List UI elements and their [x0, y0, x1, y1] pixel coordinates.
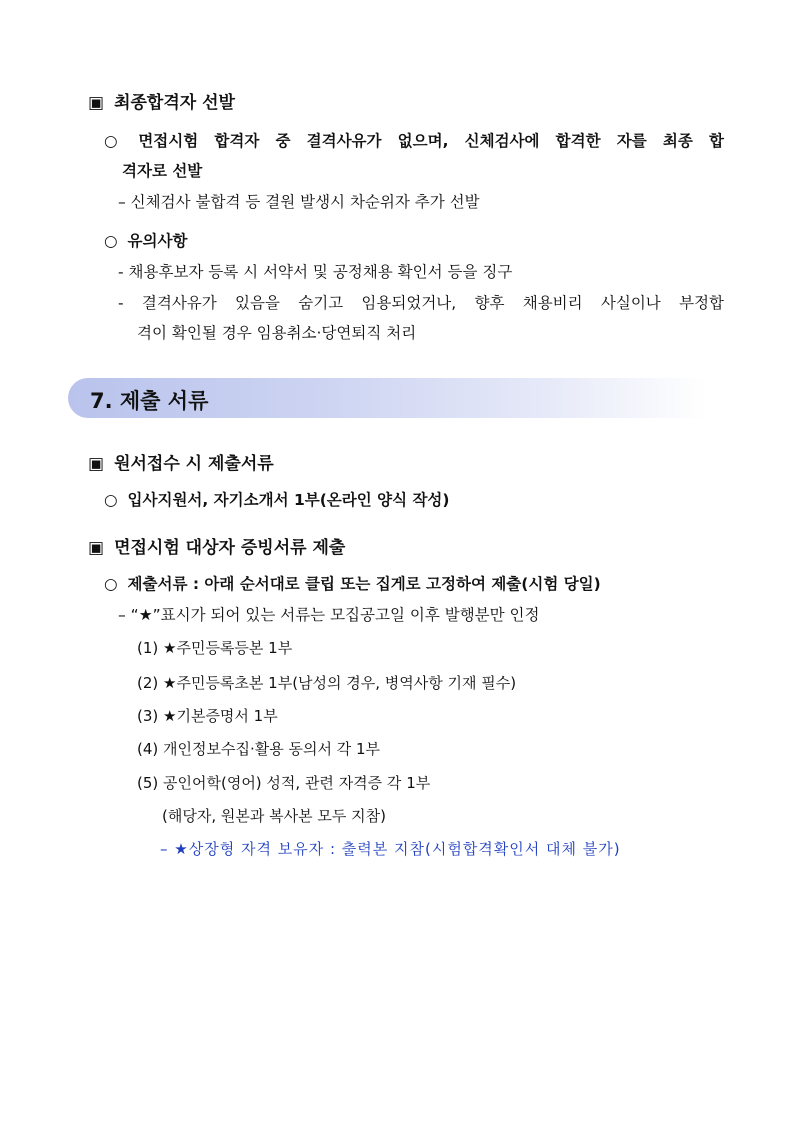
doc-list-item: (2) ★주민등록초본 1부(남성의 경우, 병역사항 기재 필수) [137, 674, 517, 692]
bullet-item-application-docs [104, 488, 449, 510]
bullet-text: 유의사항 [127, 232, 188, 250]
bullet-text: 입사지원서, 자기소개서 1부(온라인 양식 작성) [127, 491, 450, 509]
doc-list-item: (5) 공인어학(영어) 성적, 관련 자격증 각 1부 [137, 774, 431, 792]
bullet-text: 면접시험 합격자 중 결격사유가 없으며, 신체검사에 합격한 자를 최종 합 [138, 132, 724, 150]
circle-bullet-icon: ○ [104, 132, 129, 150]
dash-item-star-rule: – “★”표시가 되어 있는 서류는 모집공고일 이후 발행분만 인정 [118, 606, 540, 624]
section-heading-apply [88, 449, 274, 474]
doc-list-item: (4) 개인정보수집·활용 동의서 각 1부 [137, 740, 381, 758]
doc-list-blue-note: – ★상장형 자격 보유자 : 출력본 지참(시험합격확인서 대체 불가) [160, 840, 621, 858]
square-marker-icon: ▣ [88, 93, 105, 113]
section-heading-interview [88, 533, 345, 558]
doc-list-note: (해당자, 원본과 복사본 모두 지참) [162, 807, 386, 825]
square-marker-icon: ▣ [88, 538, 105, 558]
circle-bullet-icon: ○ [104, 491, 118, 509]
circle-bullet-icon: ○ [104, 232, 118, 250]
bullet-text: 제출서류 : 아래 순서대로 클립 또는 집게로 고정하여 제출(시험 당일) [127, 575, 601, 593]
bullet-item-notes [104, 229, 187, 251]
dash-item-disqualification: - 결격사유가 있음을 숨기고 임용되었거나, 향후 채용비리 사실이나 부정합 [118, 294, 724, 312]
dash-item-pledge: - 채용후보자 등록 시 서약서 및 공정채용 확인서 등을 징구 [118, 263, 513, 281]
section-title: 면접시험 대상자 증빙서류 제출 [114, 538, 346, 558]
bullet-item-submission [104, 572, 601, 594]
bullet-item-final-selection [104, 129, 724, 151]
square-marker-icon: ▣ [88, 454, 105, 474]
chapter-title: 7. 제출 서류 [90, 389, 209, 413]
circle-bullet-icon: ○ [104, 575, 118, 593]
section-title: 원서접수 시 제출서류 [114, 454, 274, 474]
dash-item-physical-exam: – 신체검사 불합격 등 결원 발생시 차순위자 추가 선발 [118, 193, 480, 211]
doc-list-item: (3) ★기본증명서 1부 [137, 707, 278, 725]
section-heading-final [88, 88, 235, 113]
dash-item-continuation: 격이 확인될 경우 임용취소·당연퇴직 처리 [137, 324, 417, 342]
bullet-item-continuation: 격자로 선발 [122, 162, 203, 180]
section-title: 최종합격자 선발 [114, 93, 235, 113]
doc-list-item: (1) ★주민등록등본 1부 [137, 639, 293, 657]
